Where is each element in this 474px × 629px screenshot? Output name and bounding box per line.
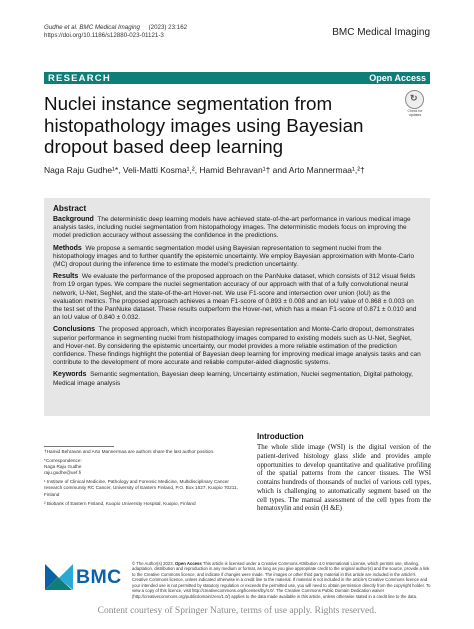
correspondence-email[interactable]: raju.gudhe@uef.fi	[44, 470, 82, 476]
affiliation-2: ² Biobank of Eastern Finland, Kuopio University Hospital, Kuopio, Finland	[44, 500, 196, 506]
article-title: Nuclei instance segmentation from histopathology images using Bayesian dropout based deep learning	[44, 93, 364, 157]
open-access-label: Open Access	[369, 73, 426, 83]
author-list: Naga Raju Gudhe¹*, Veli-Matti Kosma¹,², Hamid Behravan¹† and Arto Mannermaa¹,²†	[44, 165, 365, 175]
article-type-label: RESEARCH	[48, 73, 111, 84]
abstract-keywords: Keywords Semantic segmentation, Bayesian deep learning, Uncertainty estimation, Nuclei segmentation, Digital pathology, Medical image analysis	[53, 371, 413, 387]
introduction-text: The whole slide image (WSI) is the digital version of the patient-derived histology glass slide and provides ample opportunities to develop quantitative and qualitative profiling of the spatial patterns from the cancer tissues. The WSI contains hundreds of thousands of nuclei of various cell types, which is challenging to automatically segment based on the cell types. The manual assessment of the cell types from the hematoxylin and eosin (H &E)	[257, 444, 431, 513]
refresh-icon: ↻	[410, 93, 418, 103]
bmc-wordmark: BMC	[76, 566, 122, 588]
check-for-updates-badge[interactable]	[403, 89, 427, 117]
citation-year-volume: (2023) 23:162	[148, 24, 188, 31]
abstract-methods: Methods We propose a semantic segmentation model using Bayesian representation to segment nuclei from the histopathology images and to further quantify the epistemic uncertainty. We employ Bayesian approximation with Monte-Carlo (MC) dropout during the inference time to estimate the model’s prediction uncertainty.	[53, 244, 415, 269]
abstract-heading: Abstract	[53, 204, 87, 213]
abstract-results: Results We evaluate the performance of the proposed approach on the PanNuke dataset, which consists of 312 visual fields from 19 organ types. We compare the nuclei segmentation accuracy of our approach with that of a fully convolutional neural network, U-Net, SegNet, and the state-of-the-art Hover-net. We use F1-score and intersection over union (IoU) as the evaluation metrics. The proposed approach achieves a mean F1-score of 0.893 ± 0.008 and an IoU value of 0.868 ± 0.003 on the test set of the PanNuke dataset. These results outperform the Hover-net, which has a mean F1-score of 0.871 ± 0.010 and an IoU value of 0.840 ± 0.032.	[53, 273, 417, 322]
abstract-conclusions: Conclusions The proposed approach, which incorporates Bayesian representation and Monte-Carlo dropout, demonstrates superior performance in segmenting nuclei from histopathology images compared to existing models such as U-Net, SegNet, and Hover-net. By considering the epistemic uncertainty, our model provides a more reliable estimation of the prediction confidence. These findings highlight the potential of Bayesian deep learning for improving medical image analysis tasks and can contribute to the development of more accurate and reliable computer-aided diagnostic systems.	[53, 326, 421, 367]
courtesy-notice: Content courtesy of Springer Nature, terms of use apply. Rights reserved.	[97, 606, 377, 616]
abstract-box	[44, 198, 430, 416]
affiliation-1: ¹ Institute of Clinical Medicine, Pathology and Forensic Medicine, Multidisciplinary Cancer research community RC Cancer, University of Eastern Finland, P.O. Box 1627, Kuopio 70211, Finland	[44, 479, 238, 497]
check-for-updates-text: Check for updates	[407, 109, 423, 117]
introduction-heading: Introduction	[257, 432, 304, 441]
journal-name: BMC Medical Imaging	[332, 27, 430, 38]
article-type-banner	[44, 72, 430, 84]
doi-link[interactable]: https://doi.org/10.1186/s12880-023-01121-3	[44, 32, 164, 39]
abstract-background: Background The deterministic deep learning models have achieved state-of-the-art performance in various medical image analysis tasks, including nuclei segmentation from histopathology images. The deterministic models focus on improving the model prediction accuracy without assessing the confidence in the predictions.	[53, 216, 411, 240]
license-text: © The Author(s) 2023. Open Access This article is licensed under a Creative Commons Attribution 4.0 International License, which permits use, sharing, adaptation, distribution and reproduction in any medium or format, as long as you give appropriate credit to the original author(s) and the source, provide a link to the Creative Commons licence, and indicate if changes were made. The images or other third party material in this article are included in the article’s Creative Commons licence, unless indicated otherwise in a credit line to the material. If material is not included in the article’s Creative Commons licence and your intended use is not permitted by statutory regulation or exceeds the permitted use, you will need to obtain permission directly from the copyright holder. To view a copy of this licence, visit http://creativecommons.org/licenses/by/4.0/. The Creative Commons Public Domain Dedication waiver (http://creativecommons.org/publicdomain/zero/1.0/) applies to the data made available in this article, unless otherwise stated in a credit line to the data.	[132, 561, 431, 599]
running-header	[44, 24, 187, 40]
correspondence: *Correspondence: Naga Raju Gudhe raju.gudhe@uef.fi	[44, 458, 82, 476]
footnote-divider	[44, 446, 114, 447]
bmc-mark-icon	[44, 562, 76, 592]
footnotes	[44, 449, 239, 510]
citation-journal: Gudhe et al. BMC Medical Imaging	[44, 24, 140, 31]
bmc-logo	[44, 562, 130, 592]
equal-contribution-note: †Hamid Behravan and Arto Mannermaa are authors share the last author position.	[44, 449, 215, 454]
